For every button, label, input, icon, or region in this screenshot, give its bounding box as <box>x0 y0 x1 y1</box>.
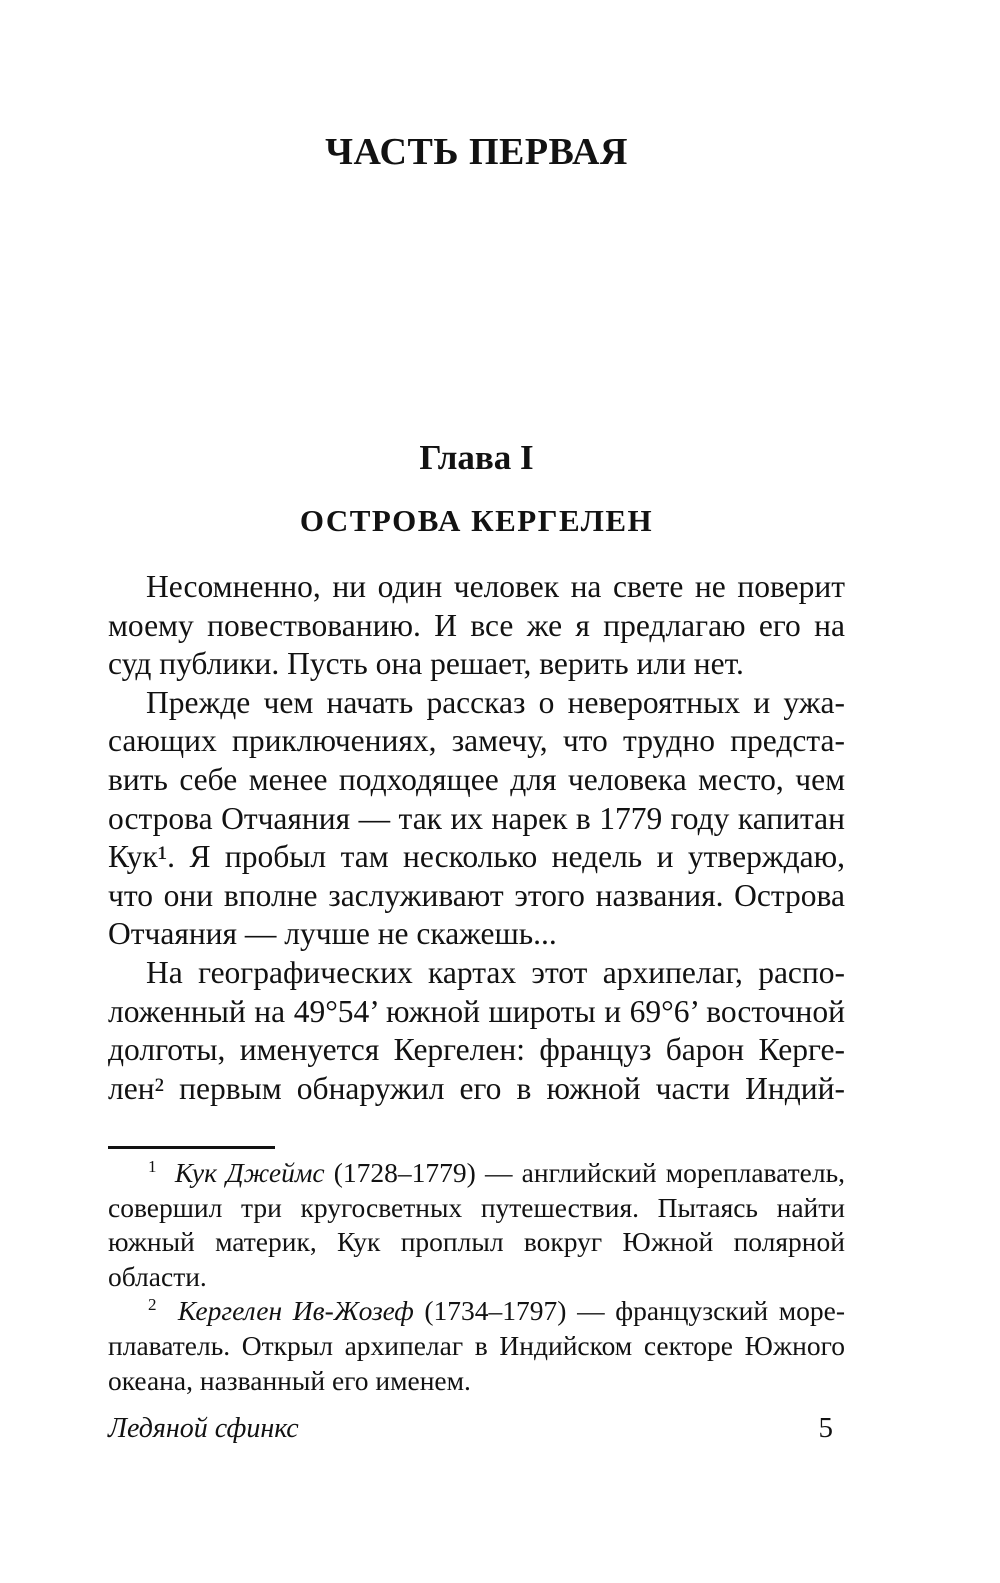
footnote-line: области. <box>108 1260 207 1292</box>
body-line: Несомненно, ни один человек на свете не поверит <box>146 569 845 604</box>
body-text <box>108 568 845 1108</box>
body-line: Кук¹. Я пробыл там несколько недель и утверждаю, <box>108 839 845 875</box>
part-title: ЧАСТЬ ПЕРВАЯ <box>325 131 628 173</box>
paragraph <box>108 568 845 684</box>
footnote-separator-rule <box>108 1146 275 1149</box>
footnote-line: океана, названный его именем. <box>108 1364 471 1396</box>
footnote-marker: 1 <box>148 1156 157 1176</box>
page-footer <box>108 1412 845 1445</box>
chapter-subtitle: ОСТРОВА КЕРГЕЛЕН <box>299 503 654 538</box>
footnote-marker: 2 <box>148 1295 157 1315</box>
body-line: вить себе менее подходящее для человека место, чем <box>108 761 845 797</box>
body-line: лен² первым обнаружил его в южной части Индий- <box>108 1070 845 1106</box>
body-line: На географических картах этот архипелаг, распо- <box>146 954 845 990</box>
footnote-line: плаватель. Открыл архипелаг в Индийском секторе Южного <box>108 1329 845 1361</box>
body-line: суд публики. Пусть она решает, верить или нет. <box>108 646 744 682</box>
body-line: Отчаяния — лучше не скажешь... <box>108 916 557 952</box>
footnote-line: совершил три кругосветных путешествия. Пытаясь найти <box>108 1191 845 1223</box>
footnote-line: $^2$ Кергелен Ив-Жозеф (1734–1797) — французский море- <box>148 1295 845 1327</box>
body-line: долготы, именуется Кергелен: француз барон Керге- <box>108 1032 845 1068</box>
body-line: ложенный на 49°54’ южной широты и 69°6’ восточной <box>108 993 845 1029</box>
footnote-line: южный материк, Кук проплыл вокруг Южной полярной <box>108 1226 845 1258</box>
body-line: Прежде чем начать рассказ о невероятных и ужа- <box>146 684 845 720</box>
footnotes-block <box>108 1156 845 1398</box>
body-line: сающих приключениях, замечу, что трудно предста- <box>108 723 845 759</box>
footnote-person-name: Кергелен Ив-Жозеф <box>177 1295 414 1327</box>
paragraph <box>108 954 845 1108</box>
running-title: Ледяной сфинкс <box>108 1413 299 1444</box>
body-line: острова Отчаяния — так их нарек в 1779 году капитан <box>108 800 845 836</box>
body-line: что они вполне заслуживают этого названия. Острова <box>108 877 845 913</box>
footnote-line: $^1$ Кук Джеймс (1728–1779) — английский мореплаватель, <box>148 1156 846 1188</box>
body-line: моему повествованию. И все же я предлагаю его на <box>108 607 845 643</box>
paragraph <box>108 684 845 954</box>
chapter-title: Глава I <box>419 438 534 477</box>
footnote-person-name: Кук Джеймс <box>174 1157 325 1188</box>
page-number: 5 <box>818 1412 833 1444</box>
